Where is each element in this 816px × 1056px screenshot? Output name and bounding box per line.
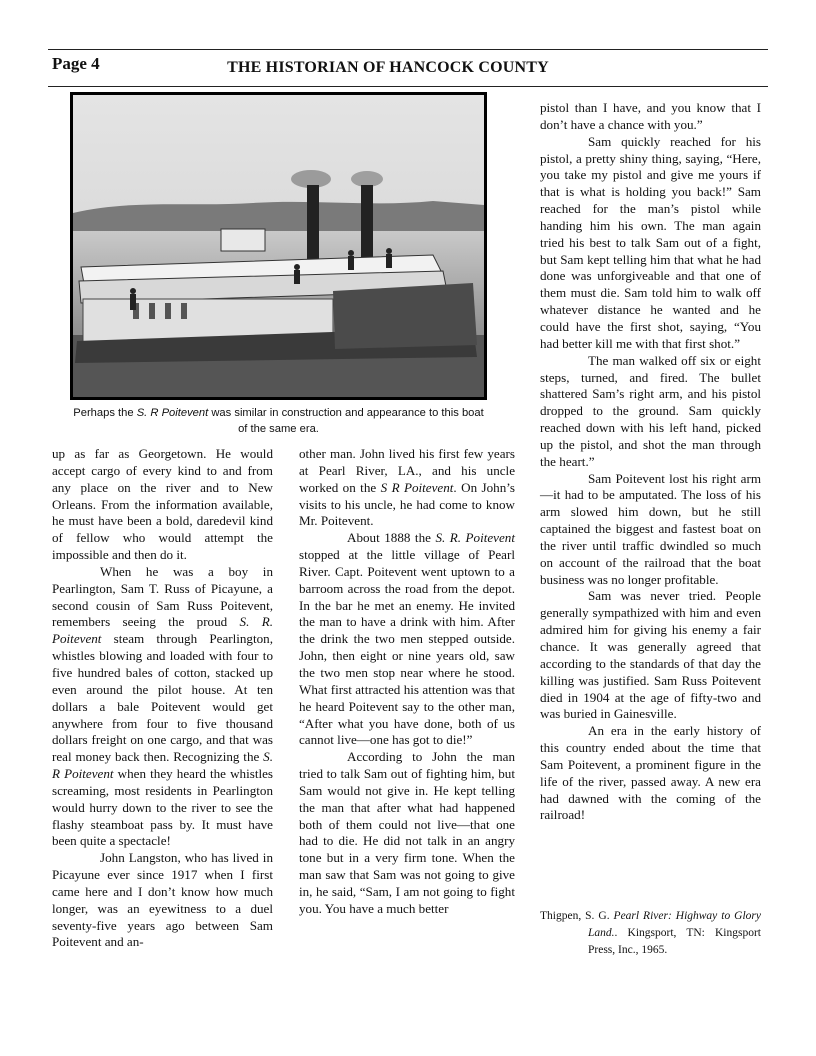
article-column-middle <box>299 446 515 918</box>
bibliography-title: Pearl River: Highway to Glory Land. <box>588 910 761 939</box>
paragraph: pistol than I have, and you know that I don’t have a chance with you.” <box>540 100 761 132</box>
paragraph: Sam quickly reached for his pistol, a pretty shiny thing, saying, “Here, you take my pistol and give me yours if that is what is holding you back!” Sam reached for the man’s pistol while handing him his own. The man again tried his best to talk Sam out of a fight, but Sam kept telling him that what he had done was unforgiveable and that one of them must die. Sam told him to walk off whatever distance he wanted and he could have the first shot, saying, “You had better kill me with that first shot.” <box>540 133 761 351</box>
paragraph: Sam Poitevent lost his right arm—it had to be amputated. The loss of his arm slowed him down, but he still captained the biggest and fastest boat on the river until traffic dwindled so much on account of the railroad that the boat business was no longer profitable. <box>540 470 761 587</box>
paragraph: When he was a boy in Pearlington, Sam T. Russ of Picayune, a second cousin of Sam Russ Poitevent, remembers seeing the proud S. R. Poitevent steam through Pearlington, whistles blowing and loaded with four to five hundred bales of cotton, stacked up even around the pilot house. At ten dollars a bale Poitevent would get anywhere from four to five thousand dollars freight on one cargo, and that was real money back then. Recognizing the S. R Poitevent when they heard the whistles screaming, most residents in Pearlington would hurry down to the river to see the flashy steamboat pass by. It must have been quite a spectacle! <box>52 563 274 849</box>
article-column-left <box>52 446 273 951</box>
caption-vessel-name: S. R Poitevent <box>136 407 209 419</box>
paragraph: About 1888 the S. R. Poitevent stopped at the little village of Pearl River. Capt. Poitevent went uptown to a barroom across the road from the depot. In the bar he met an enemy. He invited the man to have a drink with him. After the drink the two men stepped outside. John, then eight or nine years old, saw the two men stop near where he stood. What first attracted his attention was that he heard Poitevent say to the other man, “After what you have done, both of us cannot live—one has got to die!” <box>299 530 515 748</box>
paragraph: Sam was never tried. People generally sympathized with him and even admired him for giving his enemy a fair chance. It was generally agreed that according to the standards of that day the killing was justified. Sam Russ Poitevent died in 1904 at the age of fifty-two and was buried in Gainesville. <box>540 588 761 722</box>
bibliography-author: Thigpen, S. G. <box>540 910 614 922</box>
publication-title: THE HISTORIAN OF HANCOCK COUNTY <box>227 59 549 76</box>
bibliography-entry <box>540 908 761 959</box>
paragraph: up as far as Georgetown. He would accept cargo of every kind to and from any place on the river and to New Orleans. From the information available, he must have been a bold, daredevil kind of fellow who would attempt the impossible and then do it. <box>52 446 273 563</box>
caption-text-start: Perhaps the <box>73 407 137 419</box>
page-number: Page 4 <box>52 54 100 73</box>
paragraph: other man. John lived his first few years at Pearl River, LA., and his uncle worked on the S R Poitevent. On John’s visits to his uncle, he had come to know Mr. Poitevent. <box>299 446 515 529</box>
paragraph: According to John the man tried to talk Sam out of fighting him, but Sam would not give in. He kept telling the man that after what had happened both of them could not live—that one had to die. He did not talk in an angry tone but in a very firm tone. When the man saw that Sam was not going to give in, he said, “Sam, I am not going to fight you. You have a much better <box>299 749 515 916</box>
steamboat-photo-image <box>73 95 484 397</box>
steamboat-photo <box>70 92 487 400</box>
paragraph: John Langston, who has lived in Picayune ever since 1917 when I first came here and I don’t know how much longer, was an eyewitness to a duel seventy-five years ago between Sam Poitevent and an- <box>52 850 273 950</box>
paragraph: The man walked off six or eight steps, turned, and fired. The bullet shattered Sam’s right arm, and his pistol dropped to the ground. Sam quickly reached down with his left hand, picked up the pistol, and shot the man through the heart.” <box>540 352 761 469</box>
bibliography-publisher: . Kingsport, TN: Kingsport Press, Inc., 1965. <box>588 927 761 956</box>
paragraph: An era in the early history of this country ended about the time that Sam Poitevent, a prominent figure in the life of the river, passed away. A new era had dawned with the coming of the railroad! <box>540 723 761 823</box>
photo-caption <box>70 405 487 437</box>
header-bottom-rule <box>48 86 768 87</box>
caption-text-end: was similar in construction and appearance to this boat of the same era. <box>208 407 484 435</box>
article-column-right <box>540 100 761 824</box>
header-top-rule <box>48 49 768 50</box>
